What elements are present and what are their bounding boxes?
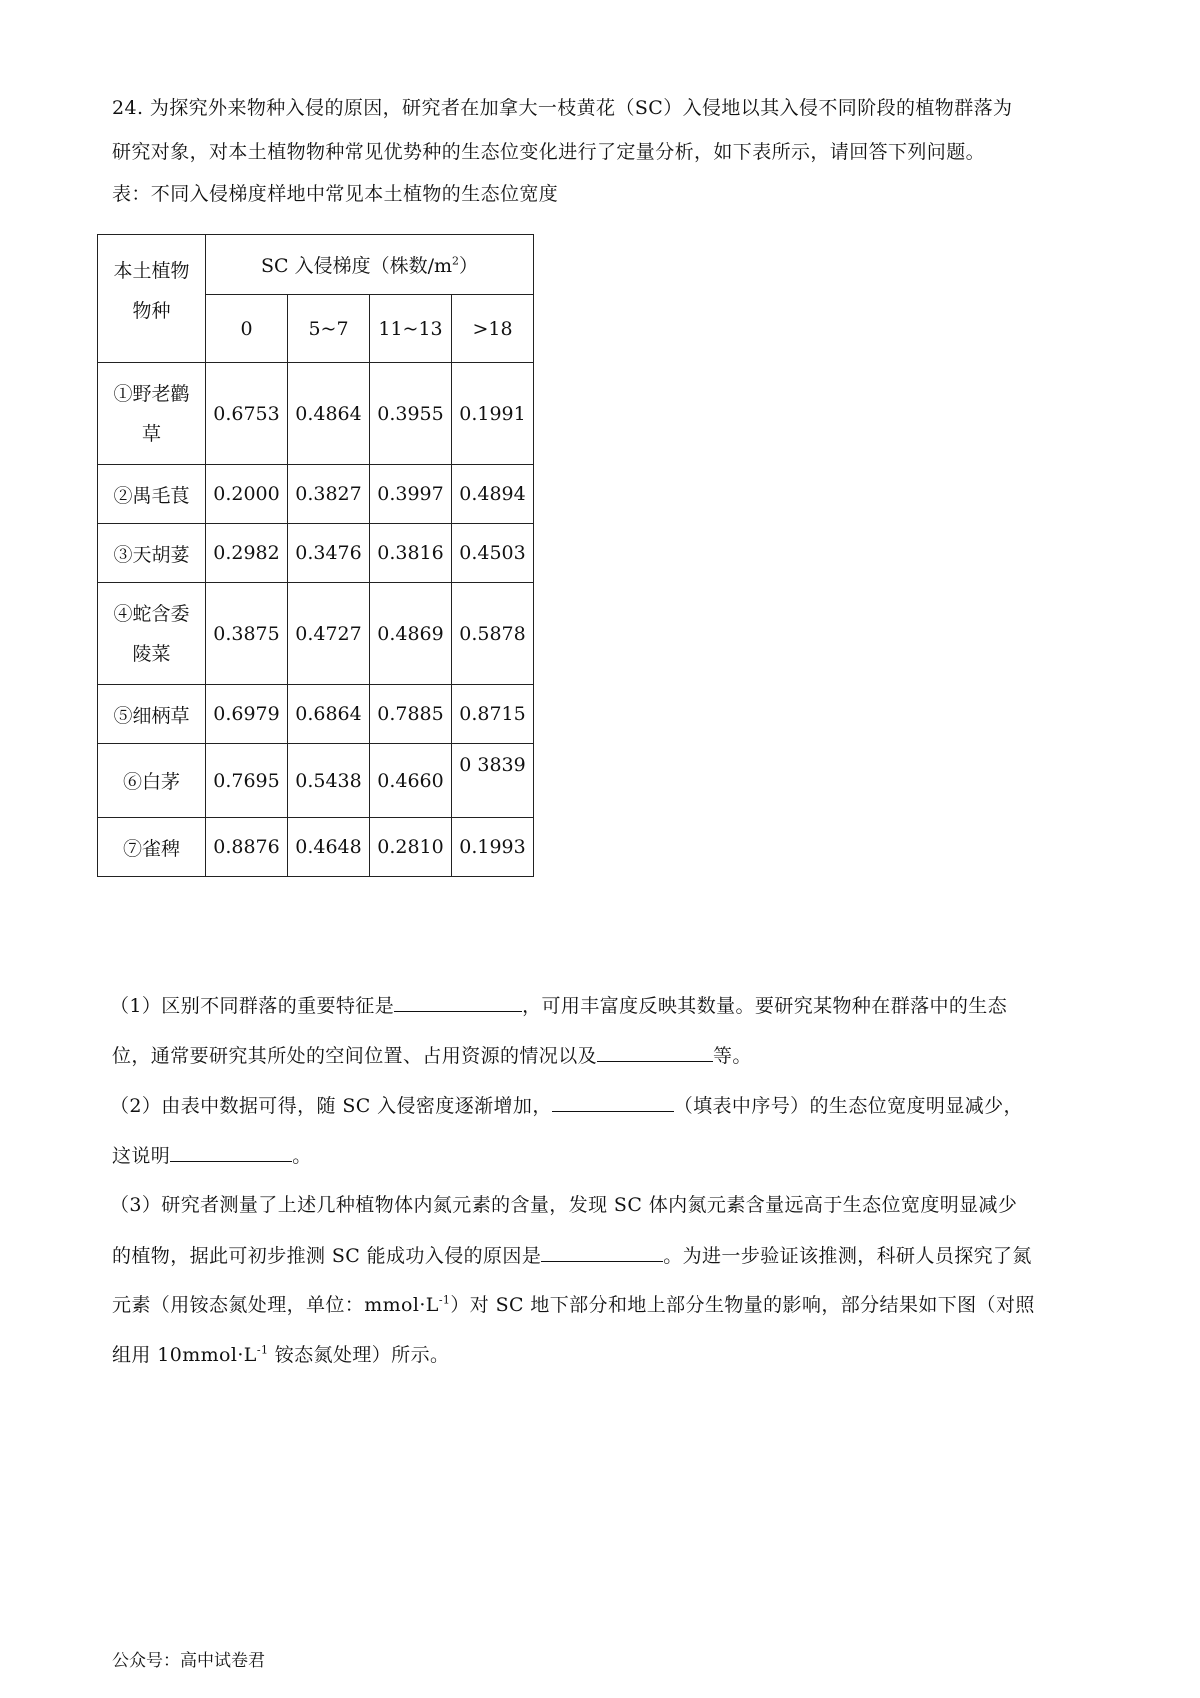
q2-text-a: （2）由表中数据可得，随 SC 入侵密度逐渐增加， (110, 1095, 552, 1117)
species-cell: ②禺毛茛 (98, 465, 206, 524)
q3-text-d: 元素（用铵态氮处理，单位：mmol·L (112, 1294, 439, 1316)
table-row (98, 744, 534, 818)
group-header-text: SC 入侵梯度（株数/m (260, 255, 452, 277)
q2-line2 (112, 1143, 1112, 1168)
species-cell: ⑤细柄草 (98, 685, 206, 744)
value-cell: 0.3997 (370, 465, 452, 524)
q1-text-b: ，可用丰富度反映其数量。要研究某物种在群落中的生态 (522, 995, 1008, 1017)
species-cell: ③天胡荽 (98, 524, 206, 583)
q1-answer-blank-2[interactable] (597, 1043, 713, 1062)
q3-text-c: 。为进一步验证该推测，科研人员探究了氮 (663, 1245, 1032, 1267)
table-row (98, 818, 534, 877)
table-row (98, 685, 534, 744)
value-cell: 0.1993 (452, 818, 534, 877)
value-cell: 0.2982 (206, 524, 288, 583)
value-cell: 0.4503 (452, 524, 534, 583)
value-cell: 0.3875 (206, 583, 288, 685)
value-cell: 0.6979 (206, 685, 288, 744)
species-cell (98, 583, 206, 685)
table-caption: 表：不同入侵梯度样地中常见本土植物的生态位宽度 (112, 183, 559, 205)
value-cell: 0.3816 (370, 524, 452, 583)
q1-text-a: （1）区别不同群落的重要特征是 (110, 995, 395, 1017)
q3-line1: （3）研究者测量了上述几种植物体内氮元素的含量，发现 SC 体内氮元素含量远高于生态位宽度明显减少 (110, 1194, 1018, 1216)
value-cell: 0 3839 (452, 744, 534, 818)
species-name: ①野老鹳 (113, 382, 190, 405)
q3-answer-blank-1[interactable] (541, 1243, 663, 1262)
q2-answer-blank-2[interactable] (170, 1143, 292, 1162)
row-header-cell (98, 235, 206, 363)
table-row (98, 363, 534, 465)
group-header-cell (206, 235, 534, 295)
value-cell: 0.7695 (206, 744, 288, 818)
value-cell: 0.4660 (370, 744, 452, 818)
niche-width-table (97, 234, 534, 877)
species-cell (98, 363, 206, 465)
row-header-line1: 本土植物 (113, 259, 190, 282)
q2-answer-blank-1[interactable] (552, 1093, 674, 1112)
q1-answer-blank-1[interactable] (394, 993, 522, 1012)
q3-sup-2: -1 (256, 1343, 269, 1357)
value-cell: 0.4648 (288, 818, 370, 877)
q3-text-e: ）对 SC 地下部分和地上部分生物量的影响，部分结果如下图（对照 (450, 1294, 1035, 1316)
value-cell: 0.4864 (288, 363, 370, 465)
species-name: ④蛇含委 (113, 602, 190, 625)
q3-line3 (112, 1293, 1112, 1317)
q3-text-b: 的植物，据此可初步推测 SC 能成功入侵的原因是 (112, 1245, 542, 1267)
q2-text-d: 。 (292, 1145, 312, 1167)
value-cell: 0.4727 (288, 583, 370, 685)
value-cell: 0.6864 (288, 685, 370, 744)
q2-text-b: （填表中序号）的生态位宽度明显减少， (673, 1095, 1023, 1117)
q2-text-c: 这说明 (112, 1145, 171, 1167)
group-header-close: ） (459, 255, 479, 277)
q3-line4 (112, 1343, 1112, 1367)
question-intro-line1: 24. 为探究外来物种入侵的原因，研究者在加拿大一枝黄花（SC）入侵地以其入侵不同阶段的植物群落为 (112, 97, 1013, 119)
q3-line2 (112, 1243, 1112, 1268)
value-cell: 0.8876 (206, 818, 288, 877)
q1-text-c: 位，通常要研究其所处的空间位置、占用资源的情况以及 (112, 1045, 598, 1067)
question-intro-line2: 研究对象，对本土植物物种常见优势种的生态位变化进行了定量分析，如下表所示，请回答下列问题。 (112, 141, 986, 163)
column-header: 0 (206, 295, 288, 363)
species-cell: ⑦雀稗 (98, 818, 206, 877)
value-cell: 0.4869 (370, 583, 452, 685)
value-cell: 0.2000 (206, 465, 288, 524)
q2-line1 (110, 1093, 1110, 1118)
value-cell: 0.7885 (370, 685, 452, 744)
row-header-line2: 物种 (132, 299, 171, 322)
value-cell: 0.4894 (452, 465, 534, 524)
q1-text-d: 等。 (713, 1045, 752, 1067)
value-cell: 0.8715 (452, 685, 534, 744)
value-cell: 0.3955 (370, 363, 452, 465)
group-header-sup: 2 (452, 254, 459, 268)
value-cell: 0.1991 (452, 363, 534, 465)
value-cell: 0.3476 (288, 524, 370, 583)
value-cell: 0.5438 (288, 744, 370, 818)
table-row (98, 465, 534, 524)
q3-text-f: 组用 10mmol·L (112, 1344, 257, 1366)
table-row (98, 583, 534, 685)
footer-watermark: 公众号：高中试卷君 (112, 1651, 265, 1671)
q1-line2 (112, 1043, 1112, 1068)
species-name-cont: 陵菜 (132, 642, 171, 665)
value-cell: 0.6753 (206, 363, 288, 465)
column-header: 11~13 (370, 295, 452, 363)
column-header: 5~7 (288, 295, 370, 363)
value-cell: 0.3827 (288, 465, 370, 524)
q1-line1 (110, 993, 1110, 1018)
column-header: >18 (452, 295, 534, 363)
value-cell: 0.5878 (452, 583, 534, 685)
q3-text-g: 铵态氮处理）所示。 (268, 1344, 450, 1366)
value-cell: 0.2810 (370, 818, 452, 877)
q3-sup-1: -1 (438, 1293, 451, 1307)
species-cell: ⑥白茅 (98, 744, 206, 818)
species-name-cont: 草 (141, 422, 161, 445)
table-header-row (98, 235, 534, 295)
table-row (98, 524, 534, 583)
